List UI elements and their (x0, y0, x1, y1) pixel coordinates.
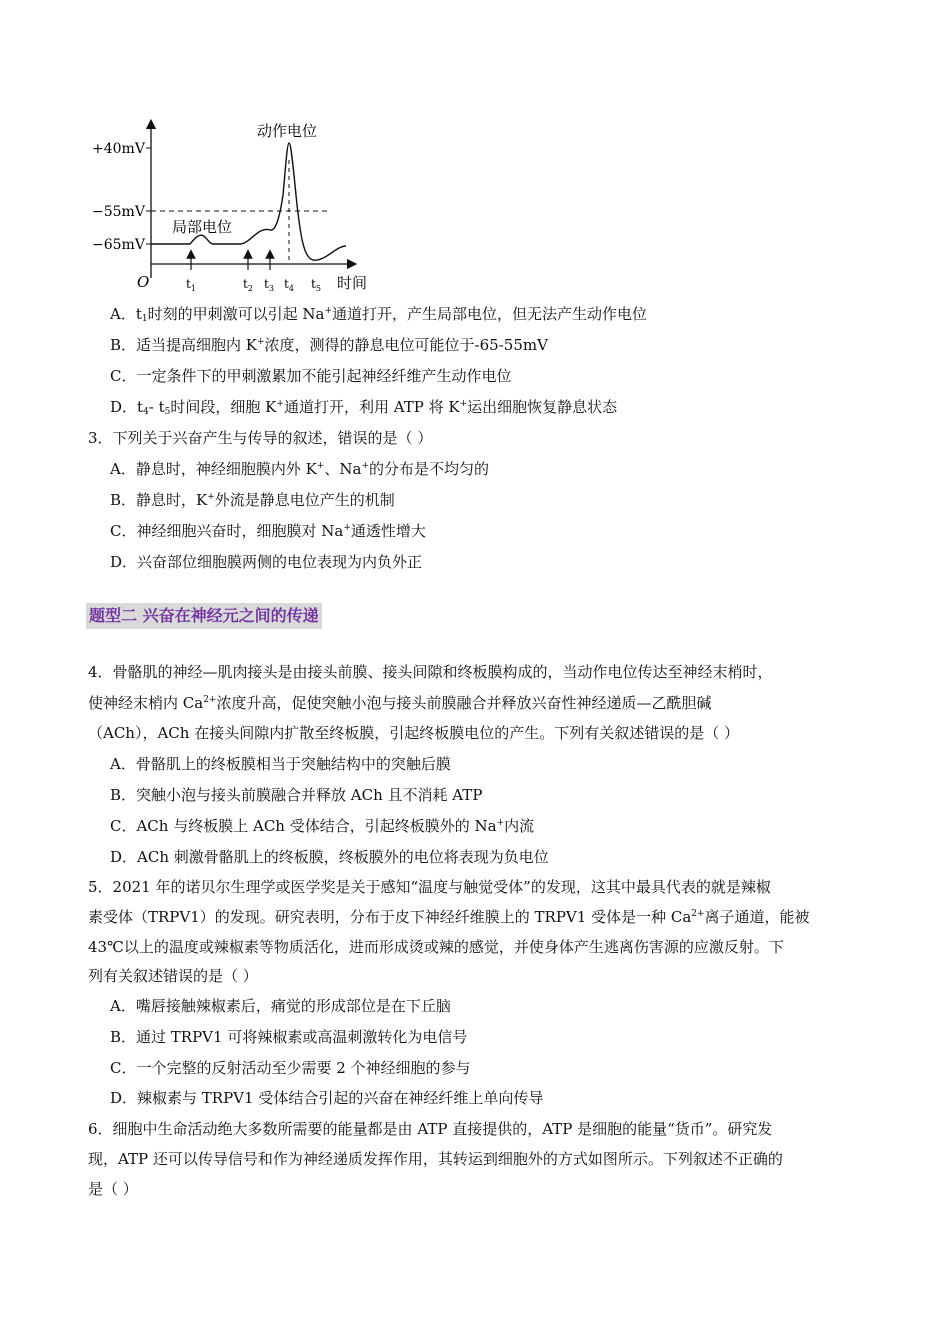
q4-stem-line3: （ACh），ACh 在接头间隙内扩散至终板膜，引起终板膜电位的产生。下列有关叙述错误的是（ ） (88, 724, 739, 742)
q4-stem-line1: 4．骨骼肌的神经—肌肉接头是由接头前膜、接头间隙和终板膜构成的，当动作电位传达至神经末梢时， (88, 663, 773, 681)
q4-option-b: B．突触小泡与接头前膜融合并释放 ACh 且不消耗 ATP (110, 786, 483, 804)
stimulus-arrows (191, 254, 270, 270)
svg-text:t3: $t_3$ (264, 277, 274, 293)
local-potential-label: 局部电位 (172, 218, 233, 236)
membrane-potential-curve (151, 143, 346, 260)
q4-option-a: A．骨骼肌上的终板膜相当于突触结构中的突触后膜 (110, 755, 451, 773)
svg-text:t1: $t_1$ (186, 277, 196, 293)
q4-stem-line2: 使神经末梢内 $Ca^{2+}$浓度升高，促使突触小泡与接头前膜融合并释放兴奋性神经递质—乙酰胆碱 (88, 694, 712, 712)
q3-option-a: A．静息时，神经细胞膜内外 K+、Na+的分布是不均匀的 (110, 460, 489, 478)
svg-text:t4: $t_4$ (284, 277, 294, 293)
figure-title: 动作电位 (257, 122, 318, 140)
q2-option-b: B．适当提高细胞内 K+浓度，测得的静息电位可能位于-65-55mV (110, 336, 548, 354)
q5-option-d: D．辣椒素与 TRPV1 受体结合引起的兴奋在神经纤维上单向传导 (110, 1089, 544, 1107)
q3-option-d: D．兴奋部位细胞膜两侧的电位表现为内负外正 (110, 553, 423, 571)
q5-option-a: A．嘴唇接触辣椒素后，痛觉的形成部位是在下丘脑 (110, 997, 451, 1015)
y-label-plus40: +40mV (92, 141, 145, 157)
q3-option-b: B．静息时，K+外流是静息电位产生的机制 (110, 491, 395, 509)
q6-stem-line1: 6．细胞中生命活动绝大多数所需要的能量都是由 ATP 直接提供的，ATP 是细胞的能量“货币”。研究发 (88, 1120, 773, 1138)
q5-stem-line3: 43℃以上的温度或辣椒素等物质活化，进而形成烫或辣的感觉，并使身体产生逃离伤害源的应激反射。下 (88, 938, 784, 956)
svg-text:t5: $t_5$ (311, 277, 321, 293)
action-potential-figure (0, 0, 950, 300)
origin-label: O (137, 273, 150, 291)
y-label-minus65: −65mV (92, 237, 145, 253)
t-labels (186, 277, 321, 293)
x-axis-label: 时间 (337, 274, 368, 292)
q5-option-b: B．通过 TRPV1 可将辣椒素或高温刺激转化为电信号 (110, 1028, 468, 1046)
q5-stem-line1: 5．2021 年的诺贝尔生理学或医学奖是关于感知“温度与触觉受体”的发现，这其中最具代表的就是辣椒 (88, 878, 771, 896)
section-heading: 题型二 兴奋在神经元之间的传递 (86, 603, 322, 629)
q4-option-c: C．ACh 与终板膜上 ACh 受体结合，引起终板膜外的 Na+内流 (110, 817, 535, 835)
svg-text:t2: $t_2$ (243, 277, 253, 293)
q6-stem-line2: 现，ATP 还可以传导信号和作为神经递质发挥作用，其转运到细胞外的方式如图所示。下列叙述不正确的 (88, 1150, 783, 1168)
q3-option-c: C．神经细胞兴奋时，细胞膜对 Na+通透性增大 (110, 522, 426, 540)
q3-stem: 3．下列关于兴奋产生与传导的叙述，错误的是（ ） (88, 429, 433, 447)
q2-option-c: C．一定条件下的甲刺激累加不能引起神经纤维产生动作电位 (110, 367, 512, 385)
q2-option-d: D．$t_4-$ $t_5$时间段，细胞 K+通道打开，利用 ATP 将 K+运出细胞恢复静息状态 (110, 398, 618, 417)
q6-stem-line3: 是（ ） (88, 1180, 138, 1198)
y-label-minus55: −55mV (92, 204, 145, 220)
q5-stem-line4: 列有关叙述错误的是（ ） (88, 967, 258, 985)
q5-stem-line2: 素受体（TRPV1）的发现。研究表明，分布于皮下神经纤维膜上的 TRPV1 受体是一种 $Ca^{2+}$离子通道，能被 (88, 908, 810, 926)
q2-option-a: A．$t_1$时刻的甲刺激可以引起 Na+通道打开，产生局部电位，但无法产生动作电位 (110, 305, 648, 324)
q4-option-d: D．ACh 刺激骨骼肌上的终板膜，终板膜外的电位将表现为负电位 (110, 848, 549, 866)
q5-option-c: C．一个完整的反射活动至少需要 2 个神经细胞的参与 (110, 1059, 471, 1077)
